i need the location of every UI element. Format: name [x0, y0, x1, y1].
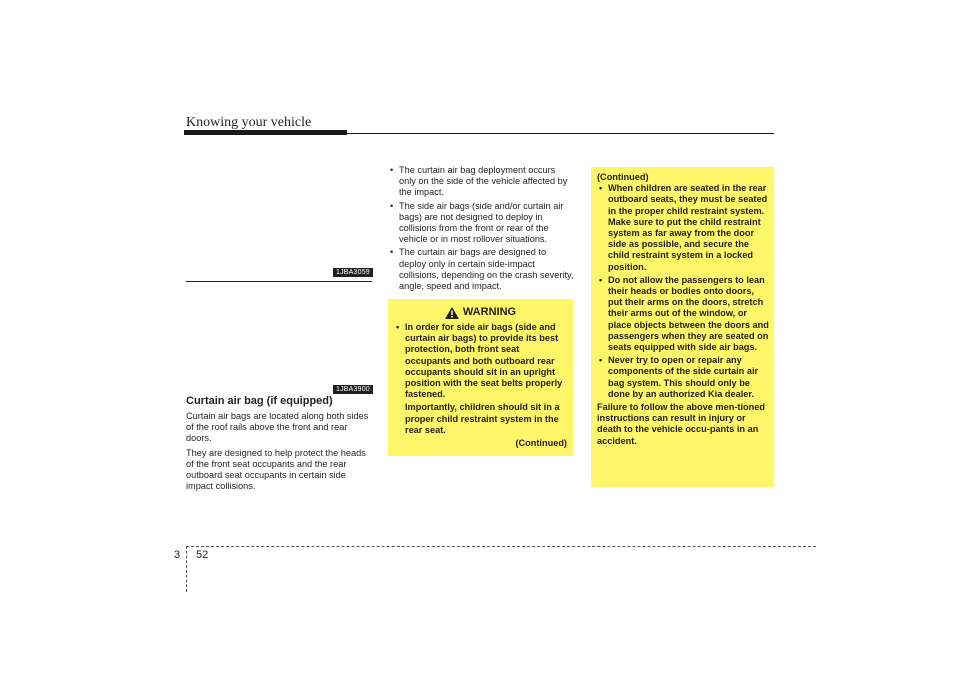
warning-final: Failure to follow the above men-tioned instructions can result in injury or death to the vehicle occu-pants in an accident.	[597, 402, 765, 446]
figure-divider	[186, 281, 372, 282]
figure-code-1: 1JBA3059	[333, 268, 373, 277]
section-body	[186, 411, 372, 495]
warning-box	[388, 299, 573, 456]
footer-divider	[186, 546, 187, 592]
warning-item: • Never try to open or repair any components of the side curtain air bag system. This should only be done by an authorized Kia dealer.	[597, 355, 769, 400]
warning-heading: WARNING	[462, 306, 517, 319]
continued-label: (Continued)	[515, 438, 567, 449]
warning-item: • In order for side air bags (side and curtain air bags) to provide its best protection, both front seat occupants and both outboard rear occupants should sit in an upright position with the seat belts properly fastened.	[394, 322, 567, 400]
footer-rule	[186, 546, 816, 547]
section-title: Curtain air bag (if equipped)	[186, 395, 333, 407]
warning-subtext: Importantly, children should sit in a proper child restraint system in the rear seat.	[405, 402, 560, 435]
airbag-bullet-list	[388, 165, 574, 294]
warning-item: • When children are seated in the rear outboard seats, they must be seated in the proper child restraint system. Make sure to put the child restraint system as far away from the door side as possible, and secure the child restraint system in a locked position.	[597, 183, 769, 273]
chapter-number: 3	[174, 549, 181, 561]
section-paragraph: Curtain air bags are located along both sides of the roof rails above the front and rear doors.	[186, 411, 369, 444]
continued-warning-box	[591, 167, 774, 487]
continued-heading: (Continued)	[597, 172, 649, 182]
list-item: • The side air bags (side and/or curtain air bags) are not designed to deploy in collisions from the front or rear of the vehicle or in most rollover situations.	[388, 201, 574, 246]
header-title: Knowing your vehicle	[186, 115, 312, 130]
section-paragraph: They are designed to help protect the heads of the front seat occupants and the rear outboard seat occupants in certain side impact collisions.	[186, 447, 366, 492]
list-item: • The curtain air bag deployment occurs only on the side of the vehicle affected by the impact.	[388, 165, 574, 199]
header-rule	[347, 133, 774, 134]
figure-code-2: 1JBA3900	[333, 385, 373, 394]
warning-item: • Do not allow the passengers to lean their heads or bodies onto doors, put their arms on the doors, stretch their arms out of the window, or place objects between the doors and passengers when they are seated on seats equipped with side air bags.	[597, 275, 769, 353]
warning-triangle-icon	[445, 307, 459, 319]
list-item: • The curtain air bags are designed to deploy only in certain side-impact collisions, depending on the crash severity, angle, speed and impact.	[388, 247, 574, 292]
page-number: 52	[196, 549, 209, 561]
header-bar	[184, 130, 347, 135]
warning-header	[394, 307, 567, 319]
